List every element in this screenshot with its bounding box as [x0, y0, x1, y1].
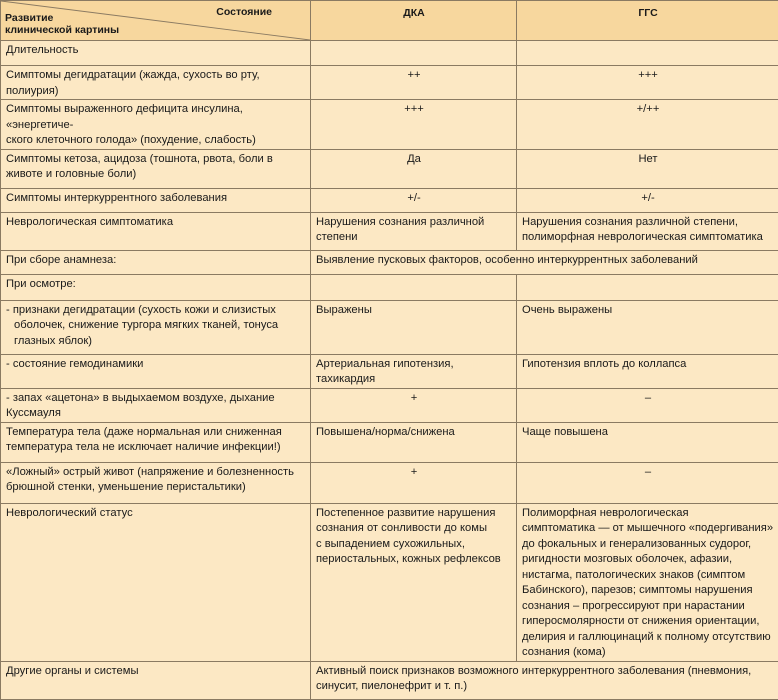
- ggs-cell: [517, 274, 778, 300]
- header-corner-cell: [1, 1, 311, 41]
- ggs-cell: –: [517, 462, 778, 503]
- table-row-anamnesis: [1, 250, 778, 274]
- ggs-cell: Полиморфная неврологическая симптоматика — от мышечного «подергивания» до фокальных и генерализованных судорог, ригидности мозговых оболочек, афазии, нистагма, патологических знаков (симптом Бабинского), парезов; симптомы нарушения сознания – прогрессируют при нарастании гиперосмолярности от снижения ориентации, делирия и галлюцинаций к полному отсутствию сознания (кома): [517, 503, 778, 661]
- row-label: - состояние гемодинамики: [1, 354, 311, 388]
- row-label: При осмотре:: [1, 274, 311, 300]
- dka-cell: ++: [311, 66, 517, 100]
- table-row-intercurrent: [1, 188, 778, 212]
- column-header-ggs: ГГС: [517, 1, 778, 41]
- development-label: Развитие клинической картины: [5, 12, 119, 36]
- merged-cell: Активный поиск признаков возможного интеркуррентного заболевания (пневмония, синусит, пиелонефрит и т. п.): [311, 661, 778, 699]
- row-label: При сборе анамнеза:: [1, 250, 311, 274]
- ggs-cell: Нет: [517, 149, 778, 188]
- ggs-cell: Гипотензия вплоть до коллапса: [517, 354, 778, 388]
- row-label: Неврологическая симптоматика: [1, 212, 311, 250]
- ggs-cell: Чаще повышена: [517, 422, 778, 462]
- table-row-false-abdomen: [1, 462, 778, 503]
- table-row-acetone: [1, 388, 778, 422]
- dka-cell: [311, 274, 517, 300]
- table-row-other-organs: [1, 661, 778, 699]
- row-label: Длительность: [1, 41, 311, 66]
- row-label: Симптомы интеркуррентного заболевания: [1, 188, 311, 212]
- row-label: - запах «ацетона» в выдыхаемом воздухе, дыхание Куссмауля: [1, 388, 311, 422]
- row-label: Симптомы кетоза, ацидоза (тошнота, рвота, боли в животе и головные боли): [1, 149, 311, 188]
- dka-cell: Постепенное развитие нарушения сознания от сонливости до комы с выпадением сухожильных, периостальных, кожных рефлексов: [311, 503, 517, 661]
- table-row-hemodynamics: [1, 354, 778, 388]
- dka-cell: Нарушения сознания различной степени: [311, 212, 517, 250]
- table-row-neuro-status: [1, 503, 778, 661]
- row-label: Симптомы выраженного дефицита инсулина, «энергетиче- ского клеточного голода» (похудение, слабость): [1, 100, 311, 150]
- ggs-cell: +/++: [517, 100, 778, 150]
- row-label: «Ложный» острый живот (напряжение и болезненность брюшной стенки, уменьшение перистальтики): [1, 462, 311, 503]
- row-label: Неврологический статус: [1, 503, 311, 661]
- dka-cell: Да: [311, 149, 517, 188]
- table-row-examination: [1, 274, 778, 300]
- state-label: Состояние: [216, 6, 272, 18]
- ggs-cell: +/-: [517, 188, 778, 212]
- dka-cell: +: [311, 388, 517, 422]
- row-label: Температура тела (даже нормальная или сниженная температура тела не исключает наличие инфекции!): [1, 422, 311, 462]
- dka-cell: Выражены: [311, 300, 517, 354]
- dka-cell: +: [311, 462, 517, 503]
- dka-cell: [311, 41, 517, 66]
- ggs-cell: [517, 41, 778, 66]
- table-row-dehydration: [1, 66, 778, 100]
- row-label: - признаки дегидратации (сухость кожи и слизистых оболочек, снижение тургора мягких тканей, тонуса глазных яблок): [1, 300, 311, 354]
- table-row-neuro-symptoms: [1, 212, 778, 250]
- row-label: Симптомы дегидратации (жажда, сухость во рту, полиурия): [1, 66, 311, 100]
- merged-cell: Выявление пусковых факторов, особенно интеркуррентных заболеваний: [311, 250, 778, 274]
- ggs-cell: –: [517, 388, 778, 422]
- table-row-ketosis: [1, 149, 778, 188]
- table-row-temperature: [1, 422, 778, 462]
- table-row-duration: [1, 41, 778, 66]
- row-label: Другие органы и системы: [1, 661, 311, 699]
- ggs-cell: +++: [517, 66, 778, 100]
- table-row-insulin-deficit: [1, 100, 778, 150]
- header-row: [1, 1, 778, 41]
- column-header-dka: ДКА: [311, 1, 517, 41]
- dka-cell: +/-: [311, 188, 517, 212]
- ggs-cell: Очень выражены: [517, 300, 778, 354]
- dka-cell: +++: [311, 100, 517, 150]
- ggs-cell: Нарушения сознания различной степени, полиморфная неврологическая симптоматика: [517, 212, 778, 250]
- dka-cell: Повышена/норма/снижена: [311, 422, 517, 462]
- dka-cell: Артериальная гипотензия, тахикардия: [311, 354, 517, 388]
- table-row-dehydration-signs: [1, 300, 778, 354]
